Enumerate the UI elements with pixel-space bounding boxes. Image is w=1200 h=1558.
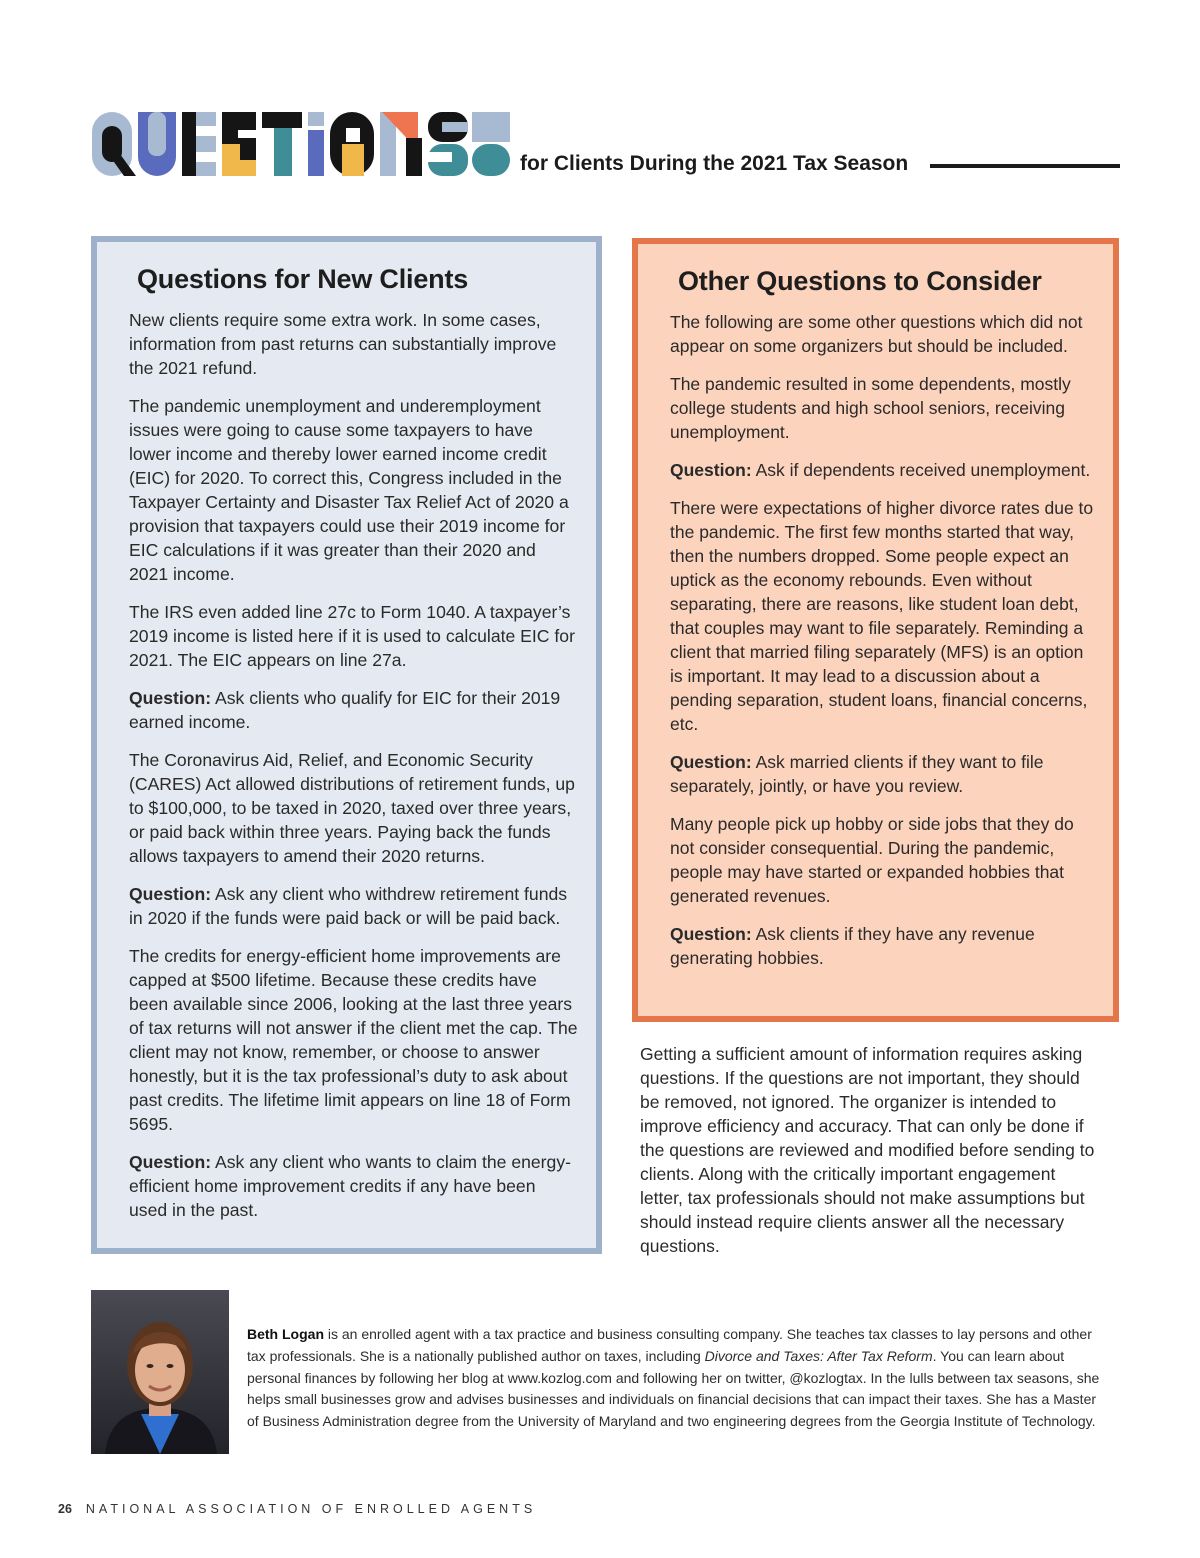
page-header — [92, 108, 1122, 184]
question-paragraph: Question: Ask any client who withdrew retirement funds in 2020 if the funds were paid back or will be paid back. — [129, 884, 568, 928]
closing-paragraph: Getting a sufficient amount of information requires asking questions. If the questions are not important, they should be removed, not ignored. The organizer is intended to improve efficiency and accuracy. That can only be done if the questions are reviewed and modified before sending to clients. Along with the critically important engagement letter, tax professionals should not make assumptions but should instead require clients answer all the necessary questions. — [640, 1044, 1095, 1256]
book-title: Divorce and Taxes: After Tax Reform — [704, 1347, 933, 1364]
question-label: Question: — [670, 460, 752, 480]
question-paragraph: Question: Ask clients who qualify for EIC for their 2019 earned income. — [129, 688, 561, 732]
question-paragraph: Question: Ask any client who wants to claim the energy-efficient home improvement credits if any have been used in the past. — [129, 1152, 571, 1220]
paragraph: New clients require some extra work. In some cases, information from past returns can substantially improve the 2021 refund. — [129, 310, 557, 378]
paragraph: The Coronavirus Aid, Relief, and Economic Security (CARES) Act allowed distributions of retirement funds, up to $100,000, to be taxed in 2020, taxed over three years, or paid back within three years. Paying back the funds allows taxpayers to amend their 2020 returns. — [129, 750, 575, 866]
question-paragraph: Question: Ask married clients if they want to file separately, jointly, or have you review. — [670, 752, 1044, 796]
paragraph: The credits for energy-efficient home improvements are capped at $500 lifetime. Because these credits have been available since 2006, looking at the last three years of tax returns will not answer if the client met the cap. The client may not know, remember, or choose to answer honestly, but it is the tax professional’s duty to ask about past credits. The lifetime limit appears on line 18 of Form 5695. — [129, 946, 578, 1134]
new-clients-heading: Questions for New Clients — [137, 264, 469, 294]
headline-divider — [930, 164, 1120, 168]
paragraph: There were expectations of higher divorce rates due to the pandemic. The first few months started that way, then the numbers dropped. Some people expect an uptick as the economy rebounds. Even without separating, there are reasons, like student loan debt, that couples may want to file separately. Reminding a client that married filing separately (MFS) is an option is important. It may lead to a discussion about a pending separation, student loans, financial concerns, etc. — [670, 498, 1094, 734]
author-bio: Beth Logan is an enrolled agent with a tax practice and business consulting company. She teaches tax classes to lay persons and other tax professionals. She is a nationally published author on taxes, including Divorce and Taxes: After Tax Reform. You can learn about personal finances by following her blog at www.kozlog.com and following her on twitter, @kozlogtax. In the lulls between tax seasons, she helps small businesses grow and advises businesses and individuals on financial decisions that can impact their taxes. She has a Master of Business Administration degree from the University of Maryland and two engineering degrees from the Georgia Institute of Technology. — [247, 1326, 1100, 1430]
question-paragraph: Question: Ask clients if they have any revenue generating hobbies. — [670, 924, 1035, 968]
paragraph: Many people pick up hobby or side jobs that they do not consider consequential. During the pandemic, people may have started or expanded hobbies that generated revenues. — [670, 814, 1074, 906]
question-label: Question: — [670, 752, 752, 772]
question-label: Question: — [129, 688, 212, 708]
other-questions-heading: Other Questions to Consider — [678, 266, 1042, 296]
paragraph: The pandemic unemployment and underemployment issues were going to cause some taxpayers to have lower income and thereby lower earned income credit (EIC) for 2020. To correct this, Congress included in the Taxpayer Certainty and Disaster Tax Relief Act of 2020 a provision that taxpayers could use their 2019 income for EIC calculations if it was greater than their 2020 and 2021 income. — [129, 396, 569, 584]
paragraph: The pandemic resulted in some dependents, mostly college students and high school seniors, receiving unemployment. — [670, 374, 1071, 442]
paragraph: The following are some other questions which did not appear on some organizers but should be included. — [670, 312, 1083, 356]
question-label: Question: — [670, 924, 752, 944]
author-photo — [91, 1290, 229, 1454]
author-name: Beth Logan — [247, 1326, 324, 1342]
organization-name: NATIONAL ASSOCIATION OF ENROLLED AGENTS — [85, 1502, 537, 1516]
questions-title-graphic — [92, 108, 510, 180]
question-label: Question: — [129, 1152, 212, 1172]
page-footer — [58, 1502, 536, 1516]
page-number: 26 — [58, 1502, 72, 1516]
new-clients-panel — [91, 236, 602, 1254]
headline-subtitle: for Clients During the 2021 Tax Season — [520, 152, 909, 175]
paragraph: The IRS even added line 27c to Form 1040. A taxpayer’s 2019 income is listed here if it is used to calculate EIC for 2021. The EIC appears on line 27a. — [129, 602, 575, 670]
question-paragraph: Question: Ask if dependents received unemployment. — [670, 460, 1091, 480]
other-questions-panel — [632, 238, 1119, 1022]
question-label: Question: — [129, 884, 212, 904]
closing-section — [640, 1042, 1100, 1272]
